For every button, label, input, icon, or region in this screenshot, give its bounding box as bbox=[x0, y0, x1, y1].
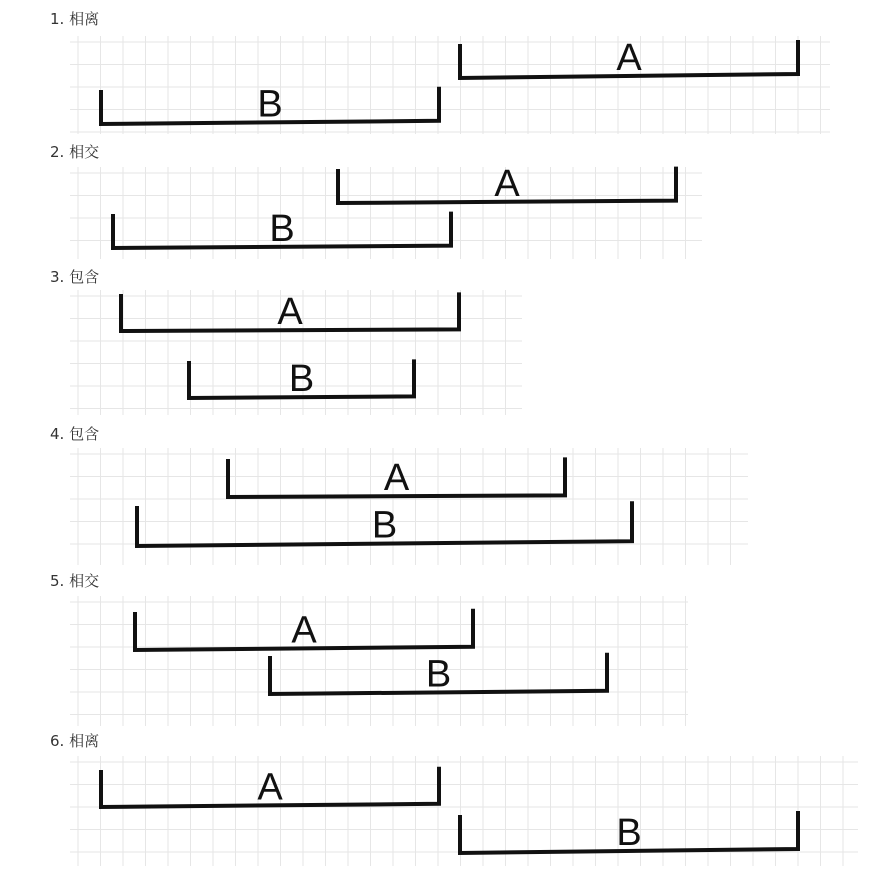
case-3-interval-b-label: B bbox=[288, 358, 315, 401]
case-1-interval-b-label: B bbox=[257, 83, 283, 126]
case-5-interval-b bbox=[270, 653, 607, 695]
case-2-interval-a bbox=[338, 163, 676, 205]
case-6-interval-b bbox=[460, 812, 798, 854]
case-4-title: 4. 包含 bbox=[50, 425, 100, 443]
case-3-title: 3. 包含 bbox=[50, 268, 100, 286]
case-3-interval-b bbox=[189, 358, 414, 400]
case-4 bbox=[50, 425, 748, 565]
case-5-interval-a bbox=[135, 609, 473, 651]
case-5-title: 5. 相交 bbox=[50, 572, 100, 590]
case-2-interval-a-label: A bbox=[494, 162, 520, 205]
case-2-interval-b-label: B bbox=[269, 207, 295, 250]
case-5 bbox=[50, 572, 688, 726]
case-6-interval-a-label: A bbox=[257, 766, 283, 809]
case-4-interval-b-label: B bbox=[371, 504, 398, 547]
case-5-interval-a-label: A bbox=[291, 609, 317, 652]
case-6-interval-a bbox=[101, 766, 439, 808]
case-2-title: 2. 相交 bbox=[50, 143, 100, 161]
case-4-interval-a-label: A bbox=[383, 457, 410, 500]
case-5-interval-b-label: B bbox=[425, 653, 452, 696]
case-6-title: 6. 相离 bbox=[50, 732, 100, 750]
case-1-grid bbox=[70, 36, 830, 134]
case-4-interval-b bbox=[137, 503, 632, 546]
case-1-interval-a bbox=[460, 37, 798, 79]
case-5-grid bbox=[70, 596, 688, 726]
case-1-title: 1. 相离 bbox=[50, 10, 100, 28]
case-3 bbox=[50, 268, 522, 415]
case-6-interval-b-label: B bbox=[616, 812, 642, 854]
case-1-interval-b bbox=[101, 83, 439, 125]
case-4-interval-a bbox=[228, 457, 565, 499]
case-1-interval-a-label: A bbox=[616, 37, 642, 79]
case-2 bbox=[50, 143, 702, 259]
case-3-interval-a bbox=[121, 291, 459, 333]
case-3-interval-a-label: A bbox=[277, 291, 303, 334]
case-1 bbox=[50, 10, 830, 134]
case-6 bbox=[50, 732, 858, 866]
case-2-interval-b bbox=[113, 208, 451, 250]
